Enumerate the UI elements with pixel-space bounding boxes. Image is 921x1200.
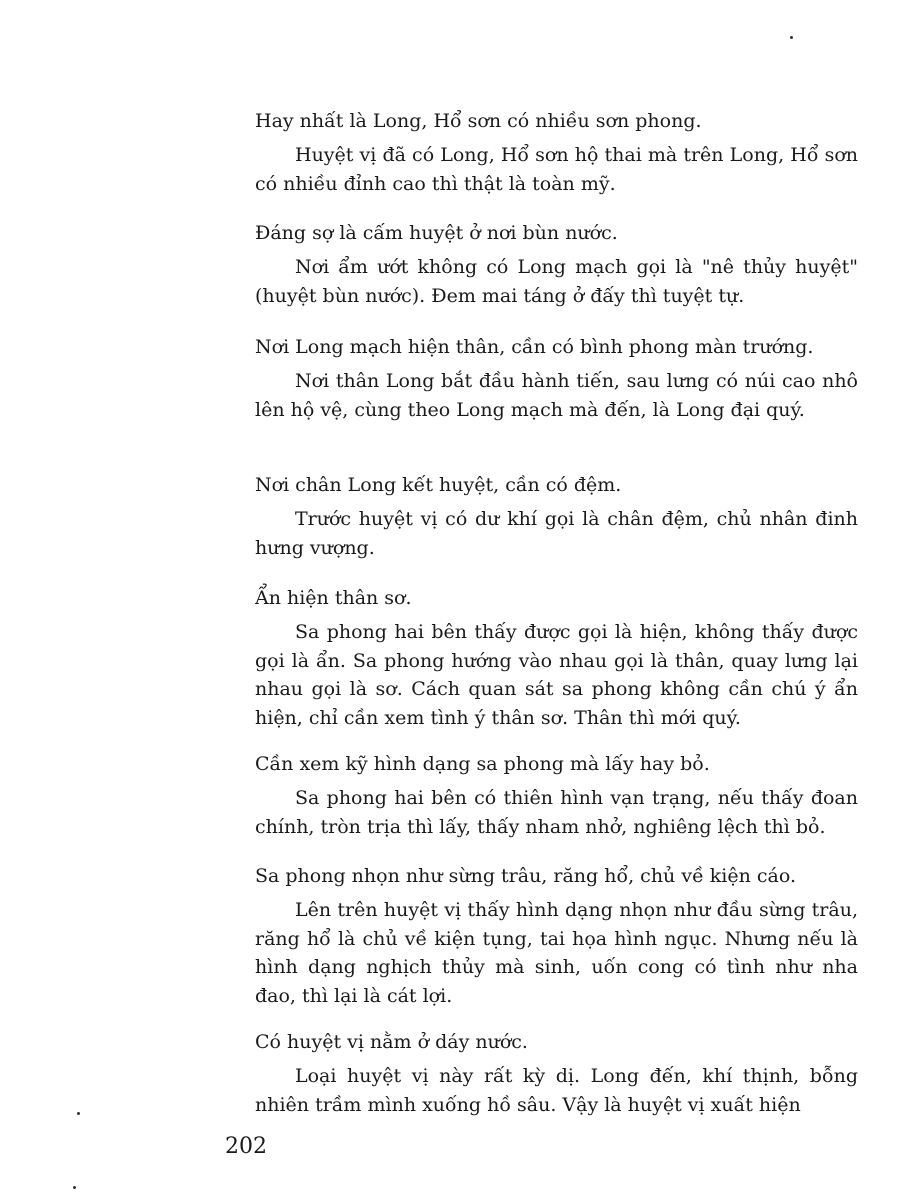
section-heading: Hay nhất là Long, Hổ sơn có nhiều sơn phong.: [255, 110, 702, 132]
section-3: [255, 333, 858, 424]
section-paragraph: Huyệt vị đã có Long, Hổ sơn hộ thai mà trên Long, Hổ sơn có nhiều đỉnh cao thì thật là toàn mỹ.: [255, 144, 858, 195]
section-heading: Có huyệt vị nằm ở dáy nước.: [255, 1031, 528, 1053]
section-6: [255, 750, 858, 841]
section-heading: Cần xem kỹ hình dạng sa phong mà lấy hay bỏ.: [255, 753, 710, 775]
section-heading: Sa phong nhọn như sừng trâu, răng hổ, chủ về kiện cáo.: [255, 865, 797, 887]
scan-speck: [77, 1112, 80, 1115]
section-7: [255, 862, 858, 1010]
section-paragraph: Lên trên huyệt vị thấy hình dạng nhọn như đầu sừng trâu, răng hổ là chủ về kiện tụng, tai họa hình ngục. Nhưng nếu là hình dạng nghịch thủy mà sinh, uốn cong có tình như nha đao, thì lại là cát lợi.: [255, 899, 858, 1007]
scan-speck: [790, 36, 793, 39]
section-heading: Ẩn hiện thân sơ.: [255, 587, 412, 609]
section-paragraph: Trước huyệt vị có dư khí gọi là chân đệm, chủ nhân đinh hưng vượng.: [255, 508, 858, 559]
section-paragraph: Sa phong hai bên thấy được gọi là hiện, không thấy được gọi là ẩn. Sa phong hướng vào nhau gọi là thân, quay lưng lại nhau gọi là sơ. Cách quan sát sa phong không cần chú ý ẩn hiện, chỉ cần xem tình ý thân sơ. Thân thì mới quý.: [255, 621, 858, 729]
section-5: [255, 584, 858, 732]
scan-speck: [73, 1186, 76, 1189]
section-paragraph: Sa phong hai bên có thiên hình vạn trạng, nếu thấy đoan chính, tròn trịa thì lấy, thấy nham nhở, nghiêng lệch thì bỏ.: [255, 787, 858, 838]
section-1: [255, 107, 858, 198]
section-paragraph: Loại huyệt vị này rất kỳ dị. Long đến, khí thịnh, bỗng nhiên trầm mình xuống hồ sâu. Vậy là huyệt vị xuất hiện: [255, 1065, 858, 1116]
section-heading: Nơi chân Long kết huyệt, cần có đệm.: [255, 474, 622, 496]
section-heading: Đáng sợ là cấm huyệt ở nơi bùn nước.: [255, 222, 618, 244]
section-2: [255, 219, 858, 310]
section-4: [255, 471, 858, 562]
section-8: [255, 1028, 858, 1119]
page-number: 202: [225, 1134, 267, 1159]
section-heading: Nơi Long mạch hiện thân, cần có bình phong màn trướng.: [255, 336, 814, 358]
section-paragraph: Nơi thân Long bắt đầu hành tiến, sau lưng có núi cao nhô lên hộ vệ, cùng theo Long mạch mà đến, là Long đại quý.: [255, 370, 858, 421]
section-paragraph: Nơi ẩm ướt không có Long mạch gọi là "nê thủy huyệt" (huyệt bùn nước). Đem mai táng ở đấy thì tuyệt tự.: [255, 256, 858, 307]
